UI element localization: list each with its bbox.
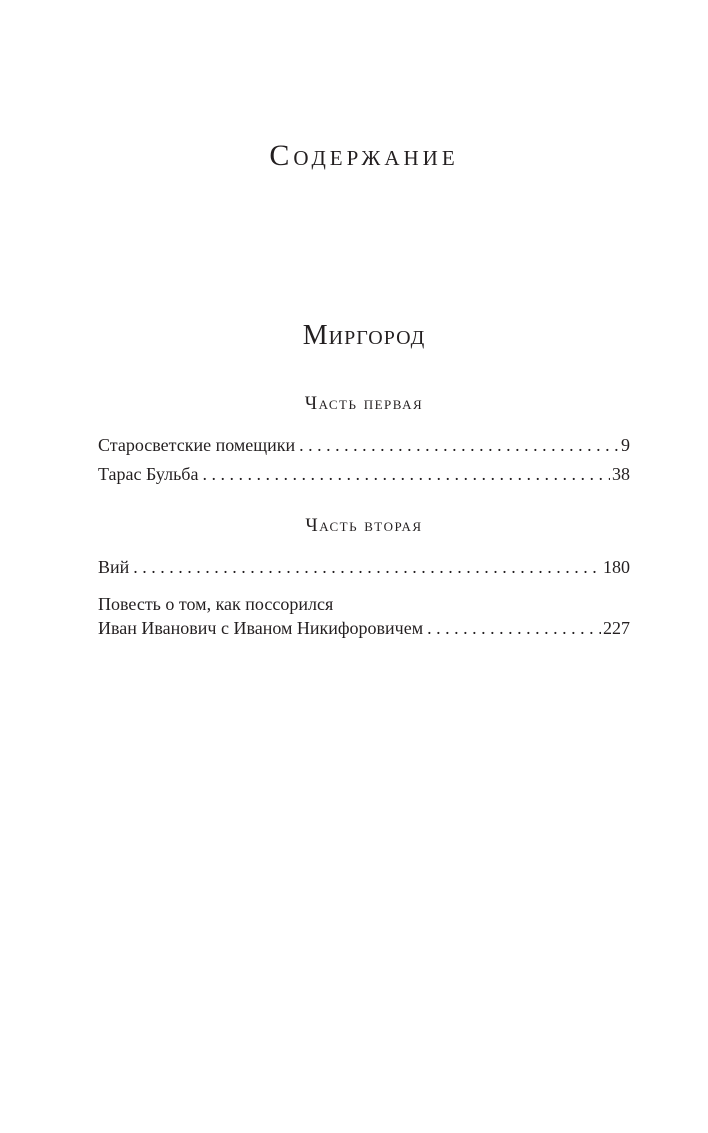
toc-entry-title-line1: Повесть о том, как поссорился [98,594,334,614]
dot-leader [299,433,619,457]
book-title: Миргород [302,320,426,351]
toc-entry[interactable] [98,462,630,486]
toc-entry-title: Иван Иванович с Иваном Никифоровичем [98,618,424,638]
dot-leader [202,462,610,486]
toc-entry-page: 38 [612,464,630,484]
toc-entry[interactable] [98,555,630,579]
toc-entry-title: Старосветские помещики [98,435,296,455]
part-heading-second: Часть вторая [305,515,423,536]
toc-entry[interactable] [98,433,630,457]
toc-entry-page: 227 [603,618,630,638]
part-heading-first: Часть первая [304,393,424,414]
dot-leader [133,555,601,579]
dot-leader [427,616,601,640]
toc-entry-title: Тарас Бульба [98,464,199,484]
toc-entry-page: 180 [603,557,630,577]
toc-entry-page: 9 [621,435,630,455]
toc-entry[interactable] [98,592,630,640]
toc-entry-title: Вий [98,557,130,577]
page-title: Содержание [269,139,459,172]
